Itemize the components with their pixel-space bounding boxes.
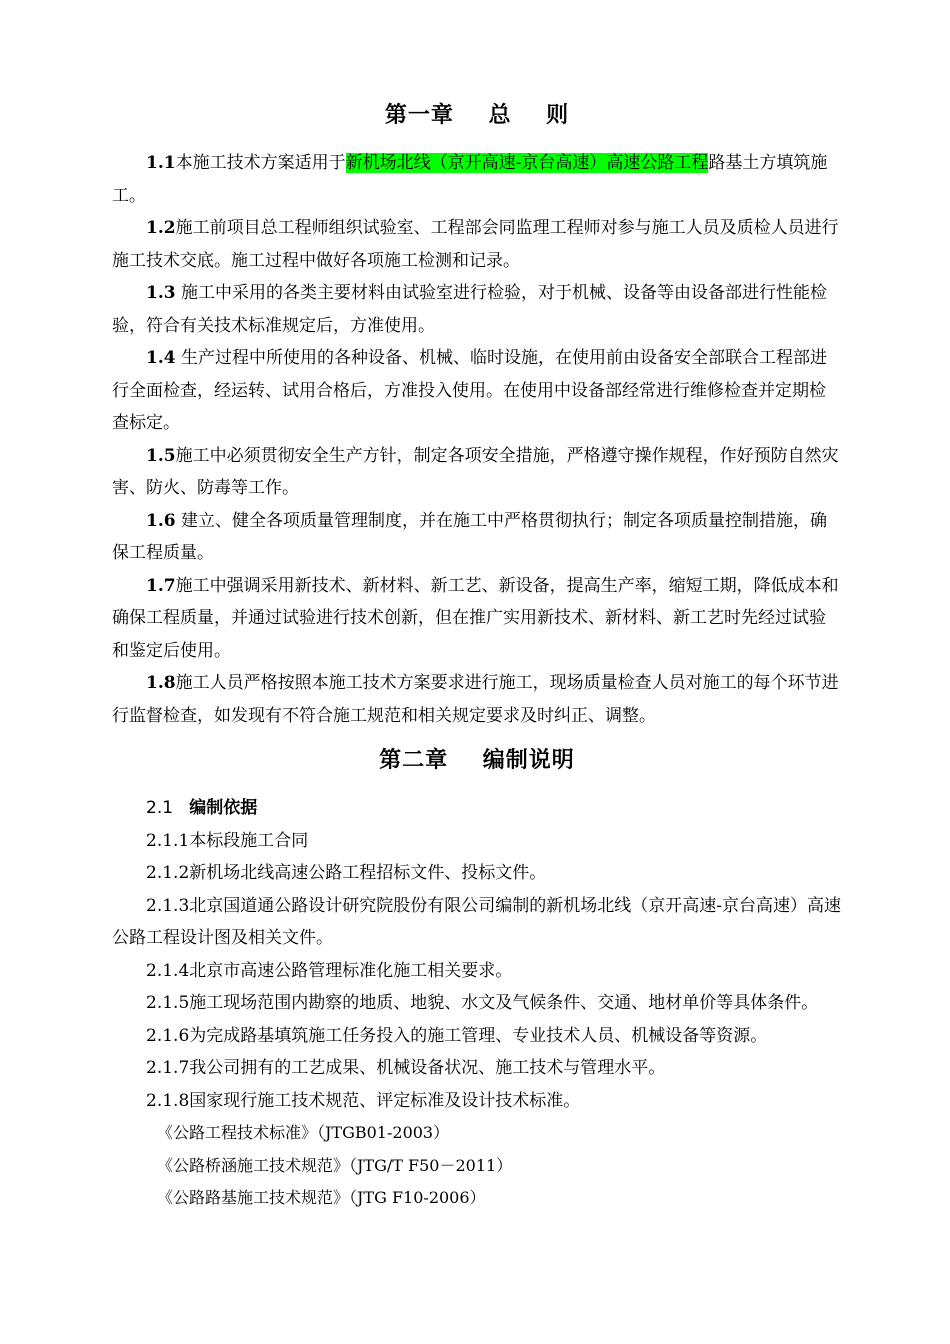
section-number: 2.1 xyxy=(146,798,174,818)
paragraph-1-6 xyxy=(112,505,842,570)
item-number: 1.8 xyxy=(146,673,176,693)
paragraph-text: 生产过程中所使用的各种设备、机械、临时设施，在使用前由设备安全部联合工程部进行全面检查，经运转、试用合格后，方准投入使用。在使用中设备部经常进行维修检查并定期检查标定。 xyxy=(112,348,827,433)
paragraph-text: 施工中必须贯彻安全生产方针，制定各项安全措施，严格遵守操作规程，作好预防自然灾害、防火、防毒等工作。 xyxy=(112,445,839,498)
item-number: 1.2 xyxy=(146,218,176,238)
basis-item-2-1-3: 2.1.3北京国道通公路设计研究院股份有限公司编制的新机场北线（京开高速-京台高速）高速公路工程设计图及相关文件。 xyxy=(112,895,841,948)
paragraph-1-8 xyxy=(112,667,842,732)
paragraph-text: 路基土方填筑施工。 xyxy=(112,153,828,206)
basis-item-2-1-8: 2.1.8国家现行施工技术规范、评定标准及设计技术标准。 xyxy=(146,1090,581,1111)
paragraph-text: 施工中采用的各类主要材料由试验室进行检验，对于机械、设备等由设备部进行性能检验，符合有关技术标准规定后，方准使用。 xyxy=(112,283,827,336)
basis-item-2-1-5: 2.1.5施工现场范围内勘察的地质、地貌、水文及气候条件、交通、地材单价等具体条件。 xyxy=(146,993,819,1013)
item-number: 1.4 xyxy=(146,348,176,368)
paragraph-1-3 xyxy=(112,277,842,342)
section-title: 编制依据 xyxy=(189,798,258,818)
paragraph-1-4 xyxy=(112,342,842,440)
paragraph-1-1 xyxy=(112,147,842,212)
standard-reference: 《公路工程技术标准》（JTGB01-2003） xyxy=(157,1123,450,1142)
basis-item-2-1-4: 2.1.4北京市高速公路管理标准化施工相关要求。 xyxy=(146,960,513,981)
paragraph-text: 施工前项目总工程师组织试验室、工程部会同监理工程师对参与施工人员及质检人员进行施工技术交底。施工过程中做好各项施工检测和记录。 xyxy=(112,218,839,271)
chapter-2-title: 第二章 编制说明 xyxy=(379,748,575,773)
paragraph-1-5 xyxy=(112,440,842,505)
item-number: 1.7 xyxy=(146,575,176,596)
item-number: 1.3 xyxy=(146,283,176,303)
basis-item-2-1-1: 2.1.1本标段施工合同 xyxy=(146,830,309,851)
paragraph-1-2 xyxy=(112,212,842,277)
basis-item-2-1-7: 2.1.7我公司拥有的工艺成果、机械设备状况、施工技术与管理水平。 xyxy=(146,1058,666,1078)
basis-item-2-1-6: 2.1.6为完成路基填筑施工任务投入的施工管理、专业技术人员、机械设备等资源。 xyxy=(146,1025,768,1046)
highlighted-project-name: 新机场北线（京开高速-京台高速）高速公路工程 xyxy=(345,153,709,173)
paragraph-text: 施工中强调采用新技术、新材料、新工艺、新设备，提高生产率，缩短工期，降低成本和确保工程质量，并通过试验进行技术创新，但在推广实用新技术、新材料、新工艺时先经过试验和鉴定后使用。 xyxy=(112,575,839,661)
section-2-1-heading xyxy=(112,792,842,825)
paragraph-text: 施工人员严格按照本施工技术方案要求进行施工，现场质量检查人员对施工的每个环节进行监督检查，如发现有不符合施工规范和相关规定要求及时纠正、调整。 xyxy=(112,673,839,726)
paragraph-text: 建立、健全各项质量管理制度，并在施工中严格贯彻执行；制定各项质量控制措施，确保工程质量。 xyxy=(112,510,827,563)
standard-reference: 《公路路基施工技术规范》（JTG F10-2006） xyxy=(157,1188,486,1207)
chapter-1-title: 第一章 总 则 xyxy=(384,103,570,128)
paragraph-1-7 xyxy=(112,570,842,668)
standard-reference: 《公路桥涵施工技术规范》（JTG/T F50－2011） xyxy=(157,1155,513,1175)
item-number: 1.6 xyxy=(146,510,176,531)
basis-item-2-1-2: 2.1.2新机场北线高速公路工程招标文件、投标文件。 xyxy=(146,863,547,883)
paragraph-text: 本施工技术方案适用于 xyxy=(175,153,346,173)
item-number: 1.5 xyxy=(146,445,176,466)
item-number: 1.1 xyxy=(146,153,176,173)
